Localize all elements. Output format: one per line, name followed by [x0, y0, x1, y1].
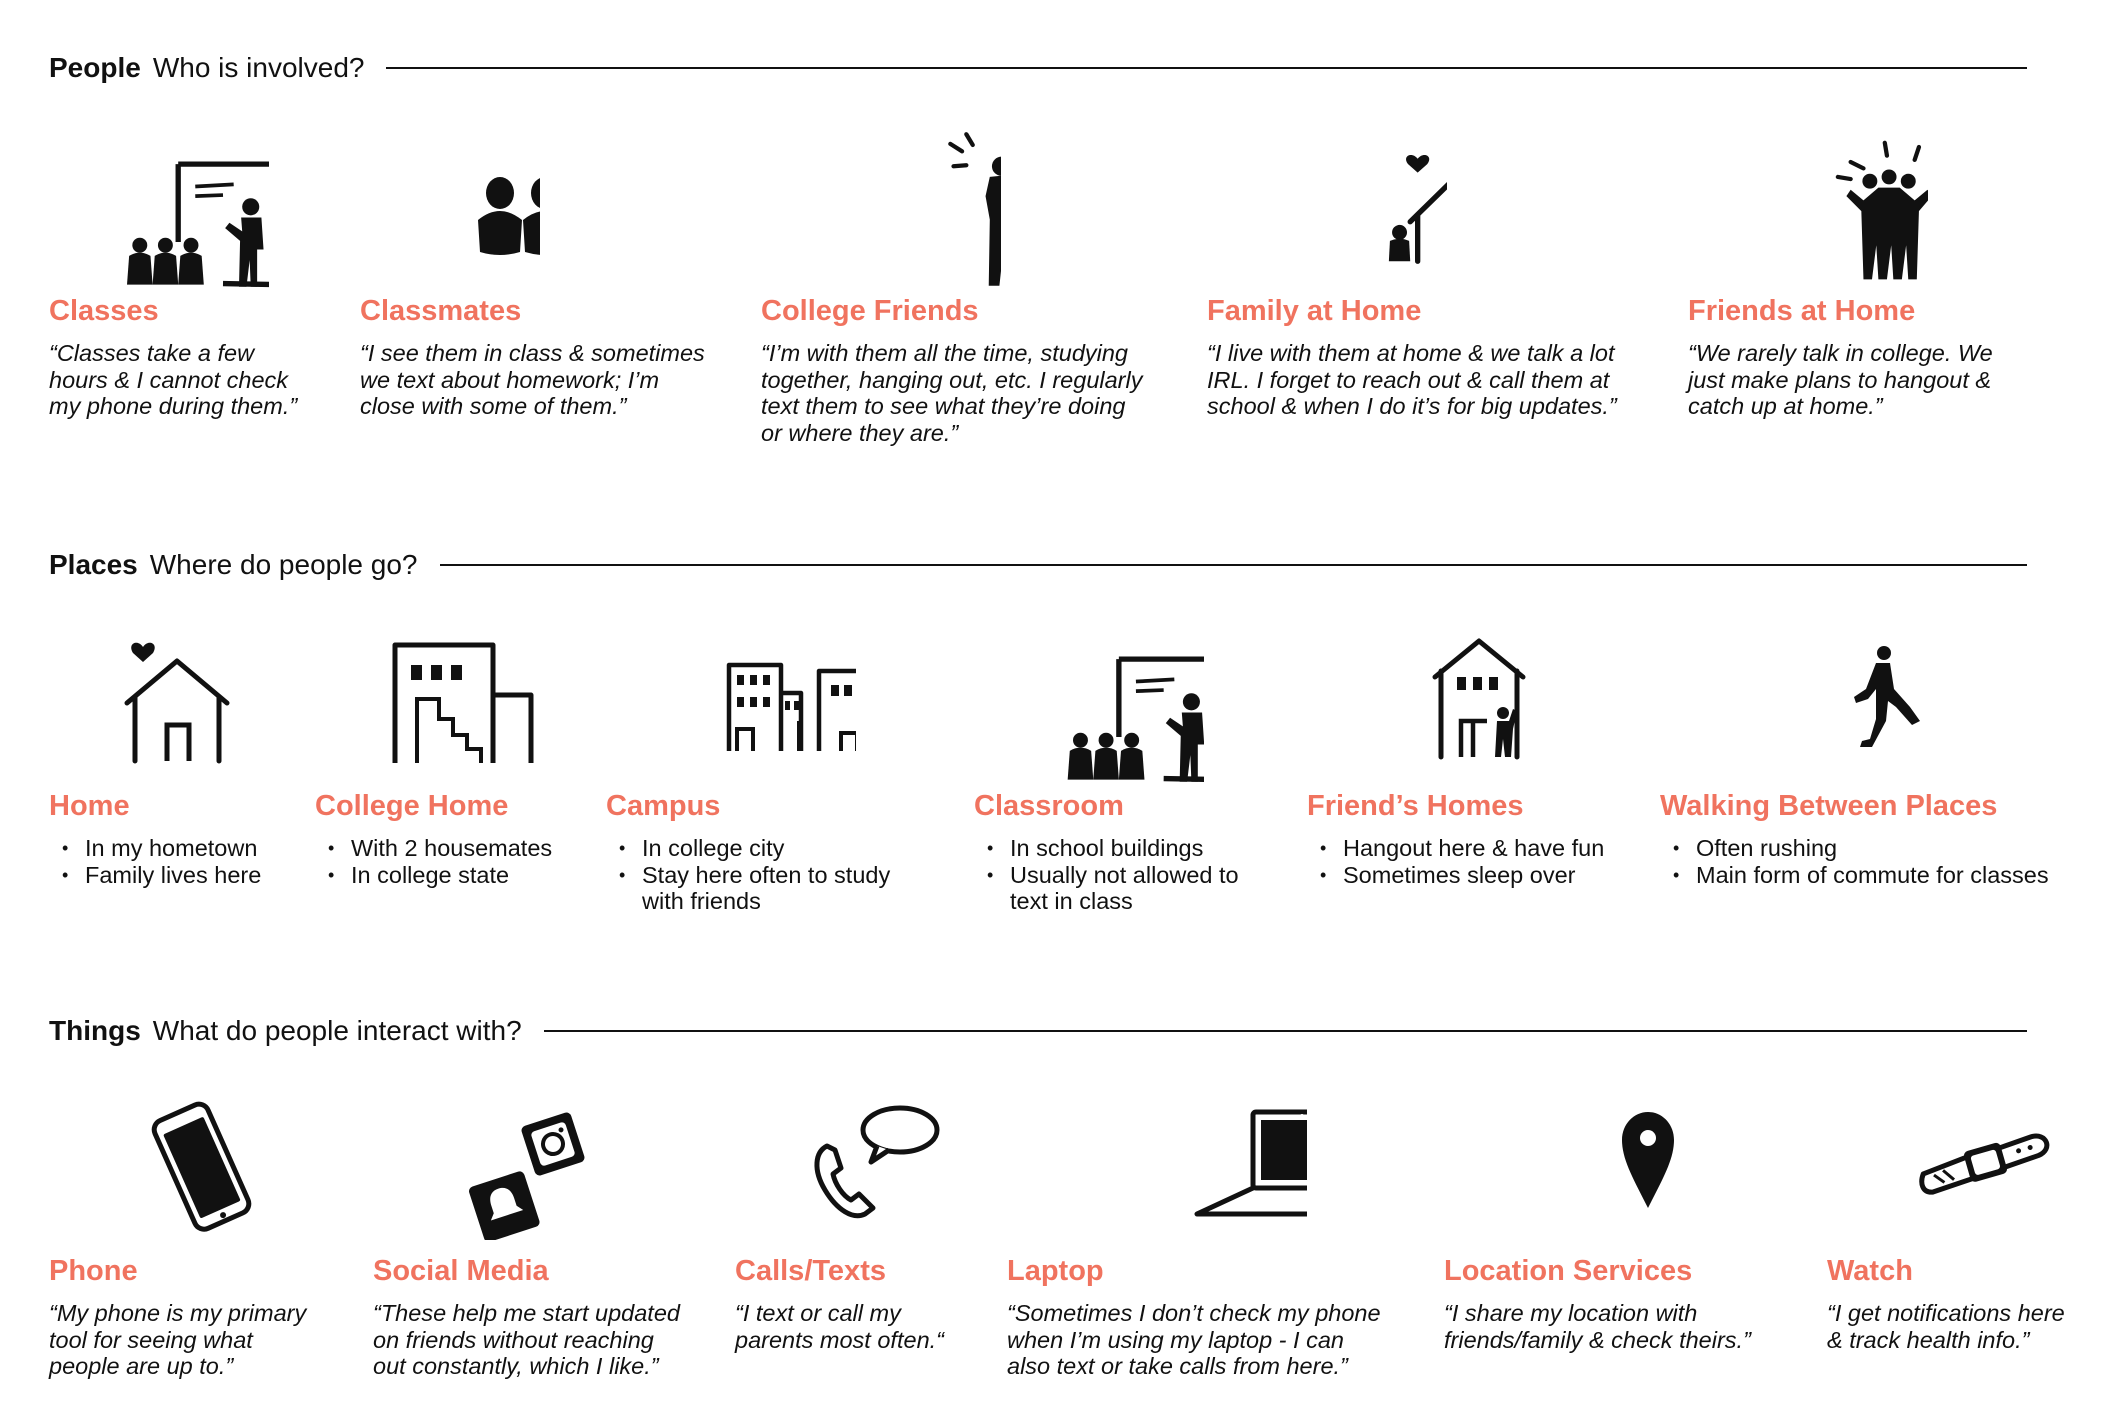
card-title: Location Services: [1444, 1255, 1693, 1287]
card-title: Campus: [606, 790, 721, 822]
bullet-item: • Usually not allowed to text in class: [974, 862, 1239, 915]
card-home: [49, 625, 262, 888]
card-classroom: [974, 625, 1239, 914]
card-quote: “I get notifications here & track health info.”: [1827, 1300, 2065, 1353]
call-text-icon: [735, 1090, 955, 1240]
bullet-item: • In college city: [606, 835, 890, 862]
card-college-home: [315, 625, 553, 888]
card-classes: [49, 130, 298, 419]
bullet-item: • Family lives here: [49, 862, 261, 889]
card-title: Classmates: [360, 295, 522, 327]
section-divider: [440, 564, 2028, 566]
section-label: Places: [49, 549, 138, 580]
card-quote: “Sometimes I don’t check my phone when I’m using my laptop - I can also text or take calls from here.”: [1007, 1300, 1381, 1379]
card-quote: “These help me start updated on friends without reaching out constantly, which I like.”: [373, 1300, 680, 1379]
card-quote: “I’m with them all the time, studying together, hanging out, etc. I regularly text them to see what they’re doing or where they are.”: [761, 340, 1143, 446]
classroom-icon: [974, 625, 1204, 785]
card-bullets: [606, 835, 890, 915]
card-bullets: [1307, 835, 1604, 888]
walking-person-icon: [1660, 625, 1960, 775]
card-title: Social Media: [373, 1255, 549, 1287]
card-location-services: [1444, 1090, 1751, 1353]
card-title: Calls/Texts: [735, 1255, 886, 1287]
cheering-friends-icon: [1688, 130, 1928, 290]
card-title: Walking Between Places: [1660, 790, 1998, 822]
college-building-icon: [315, 625, 535, 775]
phone-icon: [49, 1090, 269, 1240]
laptop-icon: [1007, 1090, 1307, 1240]
friend-house-icon: [1307, 625, 1527, 775]
card-walking-between-places: [1660, 625, 2049, 888]
bullet-item: • Often rushing: [1660, 835, 2049, 862]
card-title: Home: [49, 790, 130, 822]
watch-icon: [1827, 1090, 2067, 1240]
bullet-item: • In my hometown: [49, 835, 261, 862]
card-title: Watch: [1827, 1255, 1913, 1287]
section-label: People: [49, 52, 141, 83]
teacher-board-icon: [49, 130, 269, 290]
waving-person-icon: [761, 130, 1001, 290]
home-heart-icon: [49, 625, 249, 775]
location-pin-icon: [1444, 1090, 1684, 1240]
card-title: Laptop: [1007, 1255, 1104, 1287]
house-family-icon: [1207, 130, 1447, 290]
card-title: College Friends: [761, 295, 979, 327]
card-phone: [49, 1090, 307, 1379]
section-question: Where do people go?: [149, 549, 418, 580]
card-bullets: [974, 835, 1239, 915]
social-media-icon: [373, 1090, 613, 1240]
card-quote: “I share my location with friends/family & check theirs.”: [1444, 1300, 1751, 1353]
card-watch: [1827, 1090, 2067, 1353]
section-header-places: [49, 549, 2027, 581]
card-quote: “We rarely talk in college. We just make plans to hangout & catch up at home.”: [1688, 340, 1993, 419]
card-title: College Home: [315, 790, 509, 822]
card-social-media: [373, 1090, 680, 1379]
card-classmates: [360, 130, 705, 419]
card-campus: [606, 625, 891, 914]
card-family-at-home: [1207, 130, 1617, 419]
bullet-item: • In college state: [315, 862, 552, 889]
group-people-icon: [360, 130, 540, 280]
card-bullets: [1660, 835, 2049, 888]
card-bullets: [315, 835, 552, 888]
section-question: What do people interact with?: [152, 1015, 522, 1046]
card-title: Friends at Home: [1688, 295, 1916, 327]
card-title: Classes: [49, 295, 159, 327]
card-quote: “My phone is my primary tool for seeing what people are up to.”: [49, 1300, 307, 1379]
section-divider: [544, 1030, 2027, 1032]
card-title: Classroom: [974, 790, 1124, 822]
bullet-item: • With 2 housemates: [315, 835, 552, 862]
card-quote: “Classes take a few hours & I cannot check my phone during them.”: [49, 340, 298, 419]
section-header-people: [49, 52, 2027, 84]
section-question: Who is involved?: [152, 52, 365, 83]
card-calls-texts: [735, 1090, 955, 1353]
card-quote: “I text or call my parents most often.“: [735, 1300, 944, 1353]
card-title: Family at Home: [1207, 295, 1422, 327]
card-title: Phone: [49, 1255, 138, 1287]
section-label: Things: [49, 1015, 141, 1046]
section-header-things: [49, 1015, 2027, 1047]
section-divider: [386, 67, 2027, 69]
card-friends-homes: [1307, 625, 1605, 888]
bullet-item: • Main form of commute for classes: [1660, 862, 2049, 889]
card-title: Friend’s Homes: [1307, 790, 1524, 822]
card-laptop: [1007, 1090, 1381, 1379]
bullet-item: • Sometimes sleep over: [1307, 862, 1604, 889]
bullet-item: • Stay here often to study with friends: [606, 862, 890, 915]
card-friends-at-home: [1688, 130, 1993, 419]
card-quote: “I live with them at home & we talk a lot IRL. I forget to reach out & call them at school & when I do it’s for big updates.”: [1207, 340, 1617, 419]
card-quote: “I see them in class & sometimes we text about homework; I’m close with some of them.”: [360, 340, 705, 419]
card-bullets: [49, 835, 261, 888]
bullet-item: • In school buildings: [974, 835, 1239, 862]
card-college-friends: [761, 130, 1143, 446]
campus-buildings-icon: [606, 625, 856, 775]
bullet-item: • Hangout here & have fun: [1307, 835, 1604, 862]
